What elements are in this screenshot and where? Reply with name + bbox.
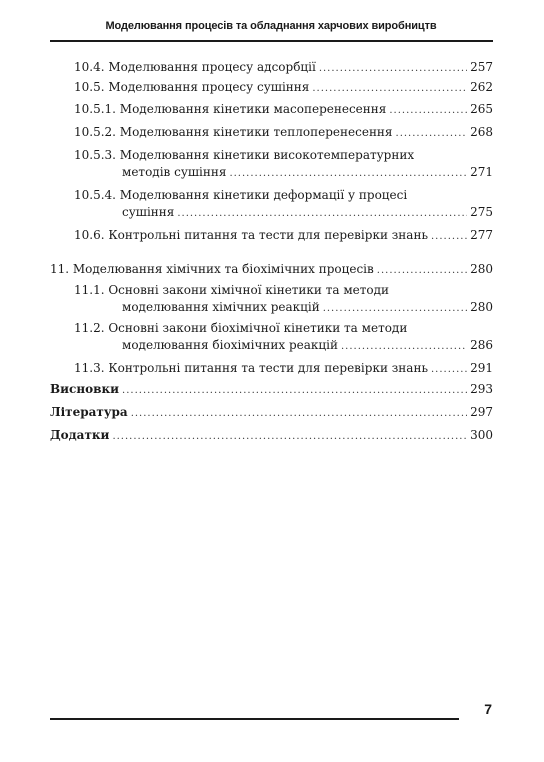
toc-leader <box>377 263 467 279</box>
toc-entry-page: 293 <box>470 382 493 396</box>
toc-entry-page: 280 <box>470 262 493 276</box>
toc-entry[interactable] <box>122 337 493 355</box>
toc-leader <box>112 429 467 445</box>
toc-entry-page: 277 <box>470 228 493 242</box>
toc-entry-page: 265 <box>470 102 493 116</box>
toc-entry-title: 11.3. Контрольні питання та тести для перевірки знань <box>74 361 428 375</box>
toc-entry-title: Література <box>50 405 128 419</box>
toc-entry-title: 10.5. Моделювання процесу сушіння <box>74 80 310 94</box>
toc-entry-title: 10.6. Контрольні питання та тести для перевірки знань <box>74 228 428 242</box>
toc-entry-title-first-line[interactable]: 11.1. Основні закони хімічної кінетики та методи <box>74 283 390 297</box>
toc-entry-title: Висновки <box>50 382 120 396</box>
toc-leader <box>229 166 467 182</box>
toc-entry[interactable] <box>74 124 493 142</box>
toc-leader <box>319 61 467 77</box>
toc-entry-page: 257 <box>470 60 493 74</box>
toc-entry[interactable] <box>122 164 493 182</box>
toc-entry-page: 300 <box>470 428 493 442</box>
toc-entry[interactable] <box>50 381 493 399</box>
toc-entry-title: Додатки <box>50 428 110 442</box>
toc-entry[interactable] <box>122 204 493 222</box>
toc-entry-title: моделювання біохімічних реакцій <box>122 338 338 352</box>
toc-entry-title: 10.4. Моделювання процесу адсорбції <box>74 60 316 74</box>
toc-entry[interactable] <box>50 261 493 279</box>
toc-leader <box>312 81 467 97</box>
toc-entry[interactable] <box>74 227 493 245</box>
toc-leader <box>122 383 467 399</box>
toc-entry-page: 280 <box>470 300 493 314</box>
toc-leader <box>323 301 467 317</box>
toc-leader <box>431 362 467 378</box>
toc-entry-title-first-line[interactable]: 10.5.3. Моделювання кінетики високотемпературних <box>74 148 415 162</box>
toc-entry-page: 291 <box>470 361 493 375</box>
toc-entry-title: сушіння <box>122 205 175 219</box>
toc-entry-page: 271 <box>470 165 493 179</box>
toc-entry[interactable] <box>74 360 493 378</box>
toc-leader <box>396 126 468 142</box>
toc-entry-title: моделювання хімічних реакцій <box>122 300 320 314</box>
toc-entry[interactable] <box>74 79 493 97</box>
toc-entry-title: методів сушіння <box>122 165 227 179</box>
toc-entry[interactable] <box>122 299 493 317</box>
toc-entry-title: 10.5.2. Моделювання кінетики теплоперенесення <box>74 125 393 139</box>
toc-entry-title-first-line[interactable]: 10.5.4. Моделювання кінетики деформації у процесі <box>74 188 408 202</box>
toc-entry-page: 262 <box>470 80 493 94</box>
toc-entry-title: 11. Моделювання хімічних та біохімічних процесів <box>50 262 374 276</box>
toc-leader <box>431 229 467 245</box>
toc-entry-page: 286 <box>470 338 493 352</box>
running-header: Моделювання процесів та обладнання харчових виробництв <box>105 20 437 32</box>
toc-entry-page: 297 <box>470 405 493 419</box>
toc-entry[interactable] <box>74 101 493 119</box>
toc-entry-title: 10.5.1. Моделювання кінетики масоперенесення <box>74 102 387 116</box>
toc-entry[interactable] <box>50 427 493 445</box>
toc-entry-page: 275 <box>470 205 493 219</box>
toc-entry[interactable] <box>50 404 493 422</box>
toc-entry-title-first-line[interactable]: 11.2. Основні закони біохімічної кінетики та методи <box>74 321 408 335</box>
toc-leader <box>341 339 467 355</box>
toc-entry-page: 268 <box>470 125 493 139</box>
footer-rule <box>50 718 459 720</box>
toc-leader <box>177 206 467 222</box>
toc-entry[interactable] <box>74 59 493 77</box>
toc-leader <box>131 406 467 422</box>
page-number: 7 <box>484 701 492 717</box>
toc-leader <box>389 103 467 119</box>
